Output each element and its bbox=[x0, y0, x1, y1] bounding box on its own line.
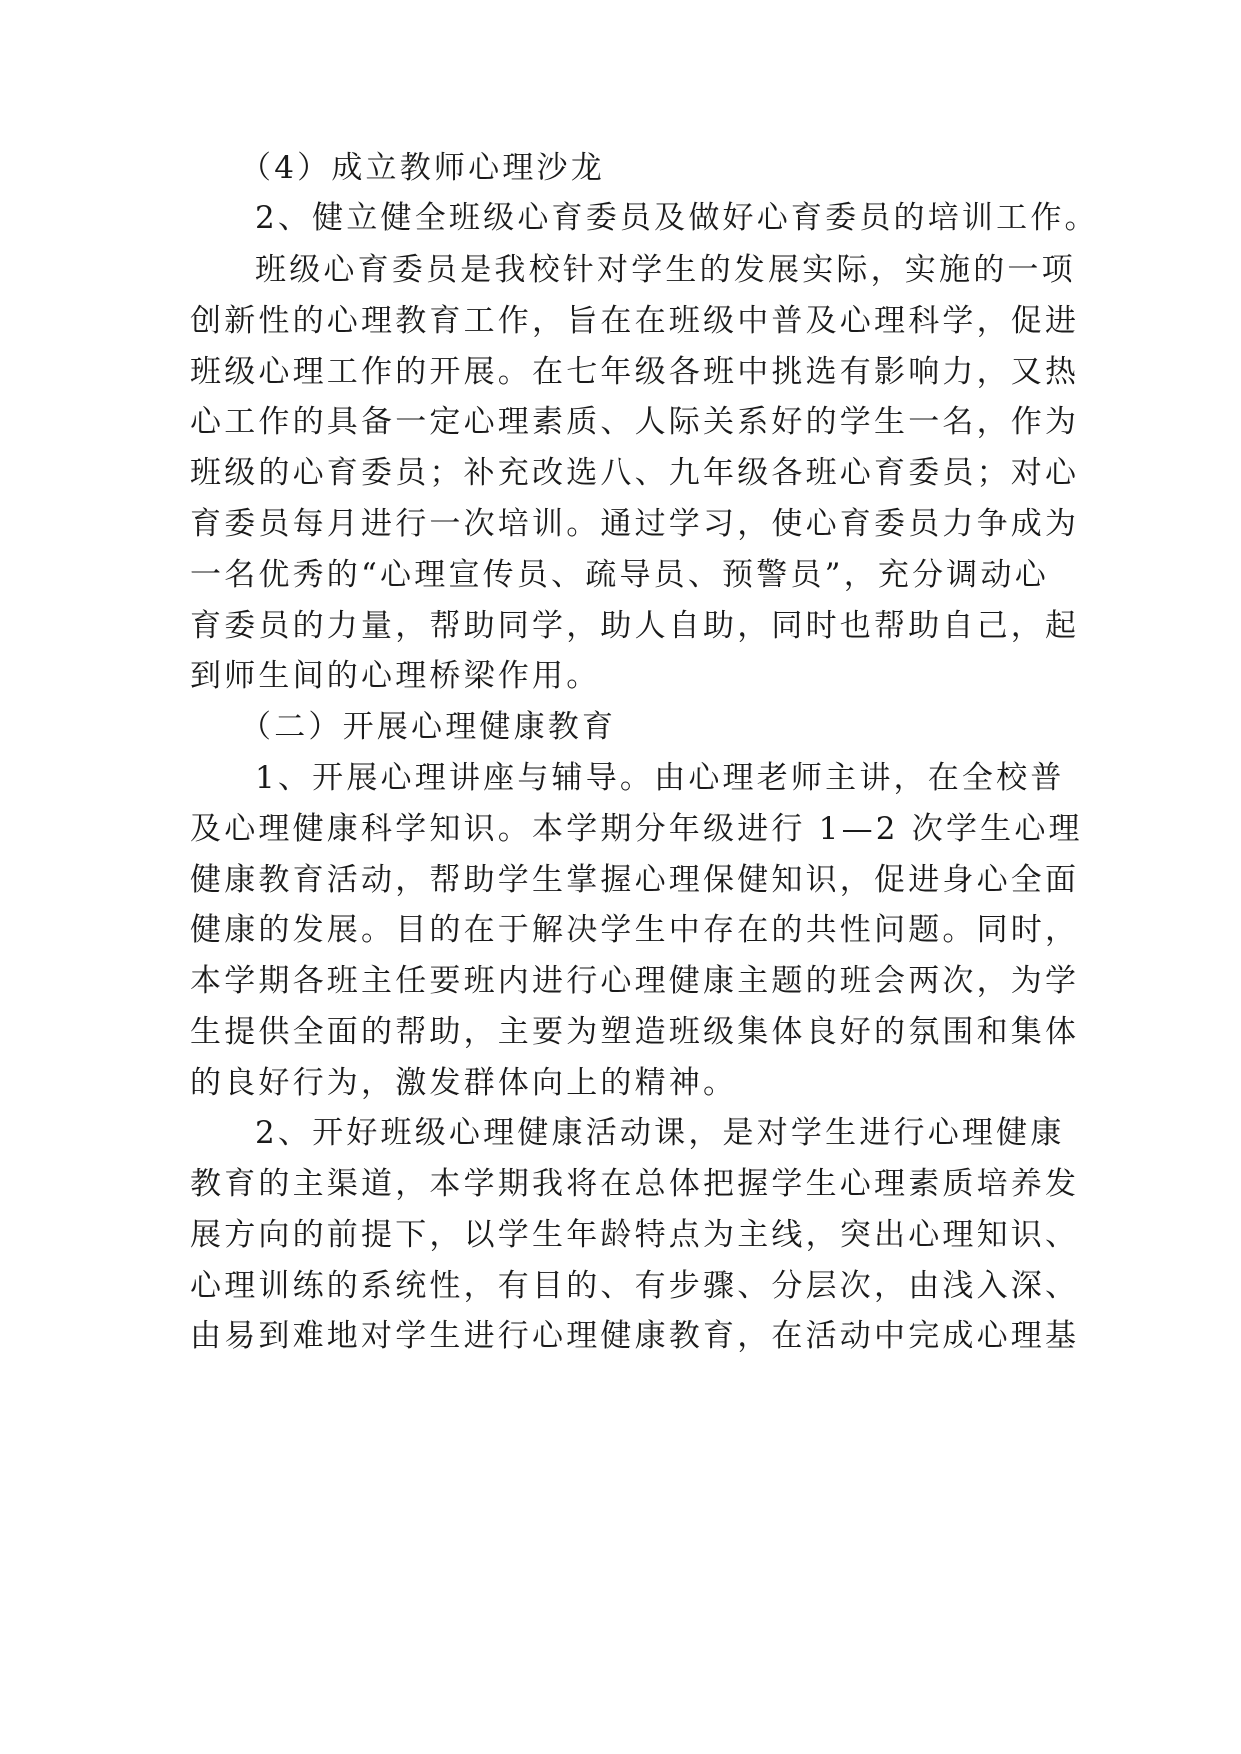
text-line: 展方向的前提下，以学生年龄特点为主线，突出心理知识、 bbox=[190, 1217, 1080, 1253]
text-line: 到师生间的心理桥梁作用。 bbox=[190, 658, 601, 694]
text-line: 育委员的力量，帮助同学，助人自助，同时也帮助自己，起 bbox=[190, 608, 1080, 644]
text-line: 班级心理工作的开展。在七年级各班中挑选有影响力，又热 bbox=[190, 354, 1080, 390]
text-line: 2、健立健全班级心育委员及做好心育委员的培训工作。 bbox=[255, 200, 1099, 236]
text-line: 班级的心育委员；补充改选八、九年级各班心育委员；对心 bbox=[190, 455, 1080, 491]
text-line: 健康教育活动，帮助学生掌握心理保健知识，促进身心全面 bbox=[190, 862, 1080, 898]
text-line: 创新性的心理教育工作，旨在在班级中普及心理科学，促进 bbox=[190, 303, 1080, 339]
text-line: 健康的发展。目的在于解决学生中存在的共性问题。同时， bbox=[190, 912, 1080, 948]
text-line: 本学期各班主任要班内进行心理健康主题的班会两次，为学 bbox=[190, 963, 1080, 999]
text-line: 1、开展心理讲座与辅导。由心理老师主讲，在全校普 bbox=[255, 760, 1065, 796]
text-line: 2、开好班级心理健康活动课，是对学生进行心理健康 bbox=[255, 1115, 1065, 1151]
text-line: （4）成立教师心理沙龙 bbox=[240, 150, 605, 186]
text-line: 由易到难地对学生进行心理健康教育，在活动中完成心理基 bbox=[190, 1318, 1080, 1354]
text-line: 心工作的具备一定心理素质、人际关系好的学生一名，作为 bbox=[190, 404, 1080, 440]
text-line: 一名优秀的“心理宣传员、疏导员、预警员”，充分调动心 bbox=[190, 557, 1049, 593]
text-line: 教育的主渠道，本学期我将在总体把握学生心理素质培养发 bbox=[190, 1166, 1080, 1202]
text-line: 的良好行为，激发群体向上的精神。 bbox=[190, 1065, 738, 1101]
text-line: 育委员每月进行一次培训。通过学习，使心育委员力争成为 bbox=[190, 506, 1080, 542]
text-line: 及心理健康科学知识。本学期分年级进行 1—2 次学生心理 bbox=[190, 811, 1083, 847]
text-line: 心理训练的系统性，有目的、有步骤、分层次，由浅入深、 bbox=[190, 1268, 1080, 1304]
section-heading: （二）开展心理健康教育 bbox=[240, 709, 617, 745]
text-line: 班级心育委员是我校针对学生的发展实际，实施的一项 bbox=[255, 252, 1076, 288]
text-line: 生提供全面的帮助，主要为塑造班级集体良好的氛围和集体 bbox=[190, 1014, 1080, 1050]
